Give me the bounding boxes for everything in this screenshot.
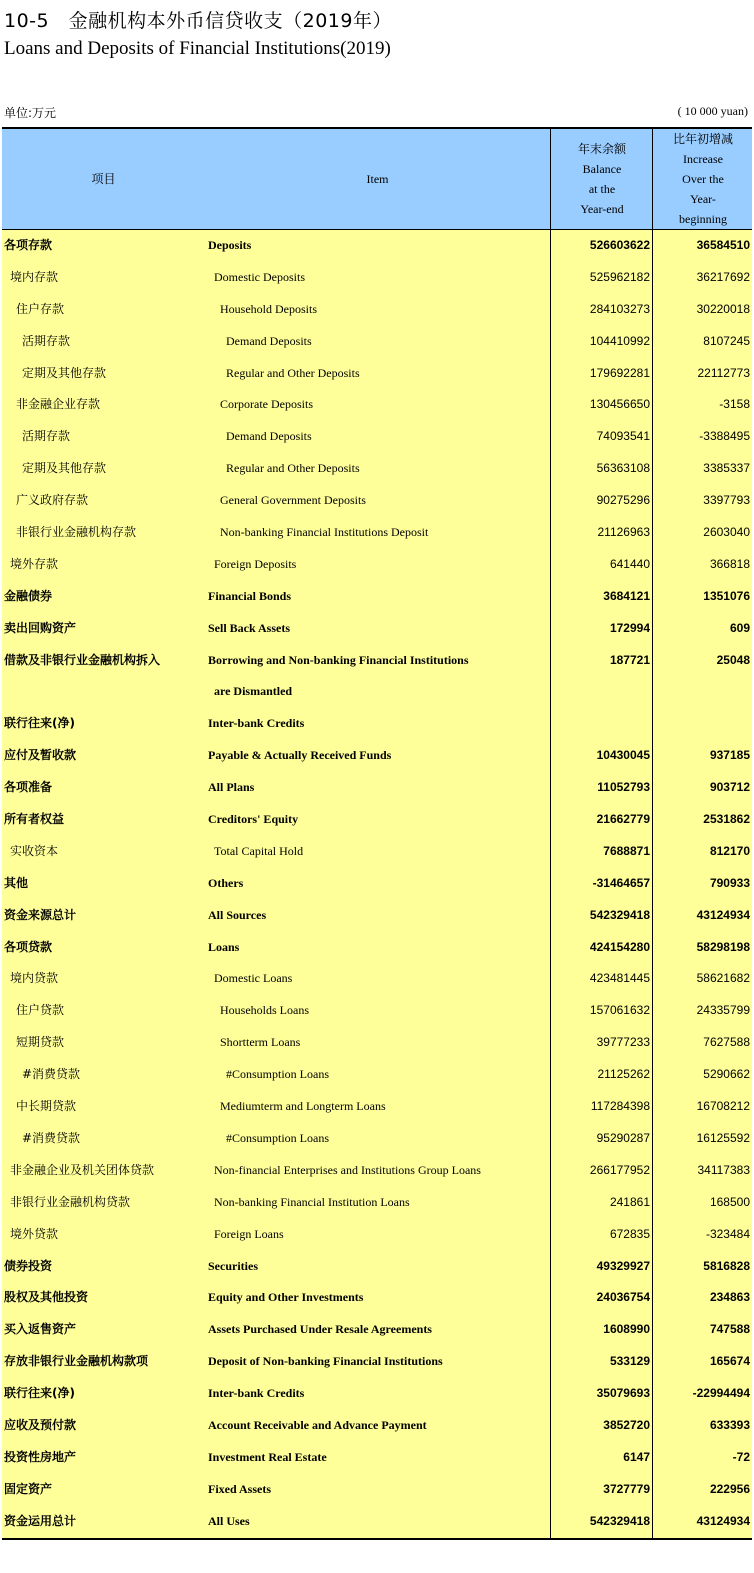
row-item-en: General Government Deposits (220, 493, 366, 508)
row-increase: 7627588 (703, 1035, 750, 1050)
row-balance: 3852720 (603, 1417, 650, 1432)
row-item-cn: 应收及预付款 (4, 1417, 77, 1432)
row-item-cn: 境外贷款 (10, 1226, 59, 1241)
row-item-en: #Consumption Loans (226, 1130, 330, 1145)
row-item-en: Foreign Loans (214, 1226, 284, 1241)
table-row (2, 1123, 752, 1155)
data-table (2, 127, 752, 1540)
row-item-cn: 各项贷款 (4, 939, 53, 954)
unit-label-en: ( 10 000 yuan) (677, 104, 748, 118)
row-item-en: Domestic Loans (214, 971, 293, 986)
row-increase: 937185 (709, 748, 750, 763)
row-increase: 366818 (709, 556, 750, 571)
row-item-en: are Dismantled (214, 684, 293, 699)
row-increase (652, 708, 750, 740)
row-balance: 104410992 (589, 333, 650, 348)
row-balance: 187721 (609, 652, 650, 667)
row-item-en: Domestic Deposits (214, 269, 305, 284)
row-increase: -22994494 (692, 1386, 750, 1401)
table-row (2, 517, 752, 549)
row-item-en: Households Loans (220, 1003, 309, 1018)
row-balance: 11052793 (597, 780, 650, 795)
header-increase-cn: 比年初增减 (672, 132, 733, 146)
table-row (2, 836, 752, 868)
row-balance: 90275296 (596, 493, 650, 508)
row-item-cn: 固定资产 (4, 1481, 53, 1496)
row-item-cn: 中长期贷款 (16, 1099, 77, 1114)
row-balance: 157061632 (589, 1003, 650, 1018)
row-balance: 21662779 (596, 812, 650, 827)
header-increase-en-3: Year- (690, 192, 716, 206)
row-balance: 3684121 (603, 588, 650, 603)
row-item-en: Loans (208, 939, 240, 954)
table-row (2, 772, 752, 804)
row-item-en: Non-banking Financial Institutions Deposit (220, 525, 429, 540)
row-increase: 30220018 (696, 301, 750, 316)
row-increase: 16125592 (696, 1130, 750, 1145)
row-item-cn: 非金融企业存款 (16, 397, 101, 412)
row-balance: 117284398 (590, 1099, 650, 1114)
row-increase: 812170 (709, 843, 750, 858)
table-row (2, 1155, 752, 1187)
row-balance: 21126963 (597, 525, 650, 540)
row-increase: 36217692 (696, 269, 750, 284)
table-row (2, 613, 752, 645)
row-balance: 39777233 (596, 1035, 650, 1050)
row-item-cn: #消费贷款 (22, 1130, 81, 1145)
row-balance: 172994 (609, 620, 650, 635)
row-item-cn: 境外存款 (10, 556, 59, 571)
table-row (2, 1314, 752, 1346)
table-row (2, 581, 752, 613)
row-increase: 22112773 (697, 365, 750, 380)
row-increase: 234863 (709, 1290, 750, 1305)
table-row (2, 262, 752, 294)
row-item-cn: 活期存款 (22, 429, 71, 444)
header-balance (550, 129, 653, 229)
row-increase: 36584510 (696, 238, 750, 252)
table-row (2, 1346, 752, 1378)
row-item-en: Borrowing and Non-banking Financial Institutions (208, 652, 469, 667)
row-balance: 56363108 (596, 461, 650, 476)
row-item-cn: 境内贷款 (10, 971, 59, 986)
row-increase: 16708212 (696, 1099, 750, 1114)
table-row (2, 1219, 752, 1251)
row-item-cn: 短期贷款 (16, 1035, 65, 1050)
row-increase: 58621682 (696, 971, 750, 986)
row-balance: 672835 (609, 1226, 650, 1241)
row-increase: -3158 (719, 397, 750, 412)
row-increase: 790933 (709, 875, 750, 890)
row-item-cn: 资金运用总计 (4, 1513, 77, 1528)
table-row (2, 485, 752, 517)
row-increase: 3385337 (703, 461, 750, 476)
row-item-cn: 债券投资 (4, 1258, 53, 1273)
row-item-cn: 非金融企业及机关团体贷款 (10, 1162, 155, 1177)
row-item-cn (4, 676, 10, 708)
row-item-en: Regular and Other Deposits (226, 365, 360, 380)
row-item-cn: 非银行业金融机构存款 (16, 525, 137, 540)
row-balance: 35079693 (596, 1386, 650, 1401)
table-row (2, 676, 752, 708)
row-item-en: Demand Deposits (226, 333, 312, 348)
row-increase: 43124934 (696, 1513, 750, 1528)
row-item-en: #Consumption Loans (226, 1067, 330, 1082)
row-item-cn: 所有者权益 (4, 812, 65, 827)
row-increase: 747588 (709, 1322, 750, 1337)
header-balance-en-2: at the (588, 182, 616, 196)
row-item-cn: 金融债券 (4, 588, 53, 603)
header-increase-en-2: Over the (682, 172, 724, 186)
row-balance: 49329927 (596, 1258, 650, 1273)
row-balance: 3727779 (603, 1481, 650, 1496)
header-item-en: Item (366, 172, 389, 186)
row-balance (550, 708, 650, 740)
row-increase: 25048 (716, 652, 750, 667)
row-increase: 43124934 (696, 907, 750, 922)
page-title-en: Loans and Deposits of Financial Institutions(2019) (4, 38, 391, 59)
table-row (2, 1410, 752, 1442)
row-balance: 95290287 (596, 1130, 650, 1145)
row-increase: -72 (732, 1449, 750, 1464)
table-row (2, 804, 752, 836)
row-balance: 1608990 (603, 1322, 650, 1337)
row-balance: 6147 (623, 1449, 650, 1464)
row-item-en: Payable & Actually Received Funds (208, 748, 392, 763)
row-item-en: Equity and Other Investments (208, 1290, 364, 1305)
row-item-cn: 广义政府存款 (16, 493, 89, 508)
row-item-en: Corporate Deposits (220, 397, 313, 412)
row-balance: 533129 (609, 1354, 650, 1369)
row-item-en: Financial Bonds (208, 588, 292, 603)
row-balance: 7688871 (603, 843, 650, 858)
row-item-en: Fixed Assets (208, 1481, 271, 1496)
page-title-cn: 10-5 金融机构本外币信贷收支（2019年） (4, 10, 392, 32)
row-item-en: Account Receivable and Advance Payment (208, 1417, 427, 1432)
table-row (2, 1059, 752, 1091)
row-balance: 525962182 (589, 269, 650, 284)
row-increase: 24335799 (696, 1003, 750, 1018)
table-row (2, 294, 752, 326)
table-row (2, 1187, 752, 1219)
header-increase-en-4: beginning (679, 212, 727, 226)
table-row (2, 995, 752, 1027)
row-item-cn: 存放非银行业金融机构款项 (4, 1354, 149, 1369)
row-item-en: All Uses (208, 1513, 250, 1528)
row-balance: 10430045 (596, 748, 650, 763)
row-item-cn: 资金来源总计 (4, 907, 77, 922)
table-header (2, 129, 752, 230)
table-row (2, 389, 752, 421)
row-item-en: Household Deposits (220, 301, 317, 316)
row-increase: 1351076 (703, 588, 750, 603)
unit-label-cn: 单位:万元 (4, 106, 57, 120)
row-balance: 24036754 (596, 1290, 650, 1305)
header-balance-en-1: Balance (582, 162, 622, 176)
table-row (2, 1251, 752, 1283)
row-item-cn: 联行往来(净) (4, 716, 75, 731)
row-balance: 21125262 (597, 1067, 650, 1082)
row-item-en: Sell Back Assets (208, 620, 291, 635)
row-item-cn: 卖出回购资产 (4, 620, 77, 635)
row-item-cn: 股权及其他投资 (4, 1290, 89, 1305)
row-item-en: Non-financial Enterprises and Institutions Group Loans (214, 1162, 481, 1177)
row-item-cn: 联行往来(净) (4, 1386, 75, 1401)
row-increase: -3388495 (699, 429, 750, 444)
row-item-cn: 各项存款 (4, 238, 53, 252)
table-row (2, 1282, 752, 1314)
row-increase: 222956 (709, 1481, 750, 1496)
header-increase (652, 129, 753, 229)
row-item-en: Securities (208, 1258, 258, 1273)
row-balance: 423481445 (589, 971, 650, 986)
row-item-cn: 定期及其他存款 (22, 365, 107, 380)
row-balance (550, 676, 650, 708)
row-item-en: Others (208, 875, 244, 890)
row-item-en: Non-banking Financial Institution Loans (214, 1194, 410, 1209)
row-item-en: Regular and Other Deposits (226, 461, 360, 476)
row-balance: 241861 (609, 1194, 650, 1209)
row-increase: 168500 (709, 1194, 750, 1209)
header-balance-en-3: Year-end (580, 202, 624, 216)
row-increase: 5816828 (703, 1258, 750, 1273)
row-increase (652, 676, 750, 708)
row-item-cn: 实收资本 (10, 843, 59, 858)
row-item-cn: 买入返售资产 (4, 1322, 77, 1337)
table-row (2, 453, 752, 485)
row-increase: 34117383 (697, 1162, 750, 1177)
row-item-en: Foreign Deposits (214, 556, 297, 571)
row-item-cn: 定期及其他存款 (22, 461, 107, 476)
row-increase: 8107245 (703, 333, 750, 348)
row-increase: 3397793 (703, 493, 750, 508)
header-increase-en-1: Increase (683, 152, 723, 166)
row-item-en: All Plans (208, 780, 255, 795)
table-row (2, 708, 752, 740)
row-item-cn: 其他 (4, 875, 29, 890)
row-item-en: Deposit of Non-banking Financial Institutions (208, 1354, 443, 1369)
row-item-en: All Sources (208, 907, 267, 922)
row-item-en: Total Capital Hold (214, 843, 304, 858)
row-increase: 58298198 (696, 939, 750, 954)
row-item-en: Deposits (208, 238, 252, 252)
row-item-cn: 非银行业金融机构贷款 (10, 1194, 131, 1209)
row-increase: 2603040 (703, 525, 750, 540)
table-row (2, 740, 752, 772)
row-item-cn: 各项准备 (4, 780, 53, 795)
table-row (2, 932, 752, 964)
row-item-en: Creditors' Equity (208, 812, 299, 827)
row-item-en: Shortterm Loans (220, 1035, 301, 1050)
row-item-cn: 活期存款 (22, 333, 71, 348)
row-balance: 424154280 (589, 939, 650, 954)
table-row (2, 549, 752, 581)
row-balance: 542329418 (589, 907, 650, 922)
row-item-cn: 应付及暂收款 (4, 748, 77, 763)
row-increase: 633393 (709, 1417, 750, 1432)
row-increase: 903712 (709, 780, 750, 795)
row-item-en: Investment Real Estate (208, 1449, 327, 1464)
row-balance: 526603622 (589, 238, 650, 252)
row-item-cn: #消费贷款 (22, 1067, 81, 1082)
row-item-cn: 住户贷款 (16, 1003, 65, 1018)
row-item-en: Mediumterm and Longterm Loans (220, 1099, 386, 1114)
table-row (2, 1378, 752, 1410)
row-balance: -31464657 (592, 875, 650, 890)
row-balance: 542329418 (589, 1513, 650, 1528)
row-item-en: Inter-bank Credits (208, 1386, 305, 1401)
row-increase: -323484 (705, 1226, 750, 1241)
header-balance-cn: 年末余额 (577, 142, 626, 156)
row-increase: 5290662 (703, 1067, 750, 1082)
row-item-cn: 境内存款 (10, 269, 59, 284)
table-row (2, 230, 752, 262)
table-row (2, 1091, 752, 1123)
table-row (2, 1474, 752, 1506)
table-row (2, 1506, 752, 1538)
row-balance: 74093541 (596, 429, 650, 444)
row-item-en: Assets Purchased Under Resale Agreements (208, 1322, 432, 1337)
table-row (2, 326, 752, 358)
row-balance: 266177952 (589, 1162, 650, 1177)
row-balance: 179692281 (589, 365, 650, 380)
row-item-en: Demand Deposits (226, 429, 312, 444)
table-row (2, 1027, 752, 1059)
header-item-cn: 项目 (91, 172, 116, 186)
row-item-cn: 投资性房地产 (4, 1449, 77, 1464)
row-increase: 2531862 (703, 812, 750, 827)
table-body (2, 230, 752, 1538)
row-balance: 284103273 (589, 301, 650, 316)
row-increase: 165674 (709, 1354, 750, 1369)
row-item-en: Inter-bank Credits (208, 716, 305, 731)
row-balance: 130456650 (589, 397, 650, 412)
table-row (2, 421, 752, 453)
row-item-cn: 住户存款 (16, 301, 65, 316)
row-balance: 641440 (609, 556, 650, 571)
row-item-cn: 借款及非银行业金融机构拆入 (4, 652, 161, 667)
table-row (2, 645, 752, 677)
row-increase: 609 (729, 620, 750, 635)
table-row (2, 868, 752, 900)
table-row (2, 963, 752, 995)
table-row (2, 358, 752, 390)
table-row (2, 900, 752, 932)
table-row (2, 1442, 752, 1474)
